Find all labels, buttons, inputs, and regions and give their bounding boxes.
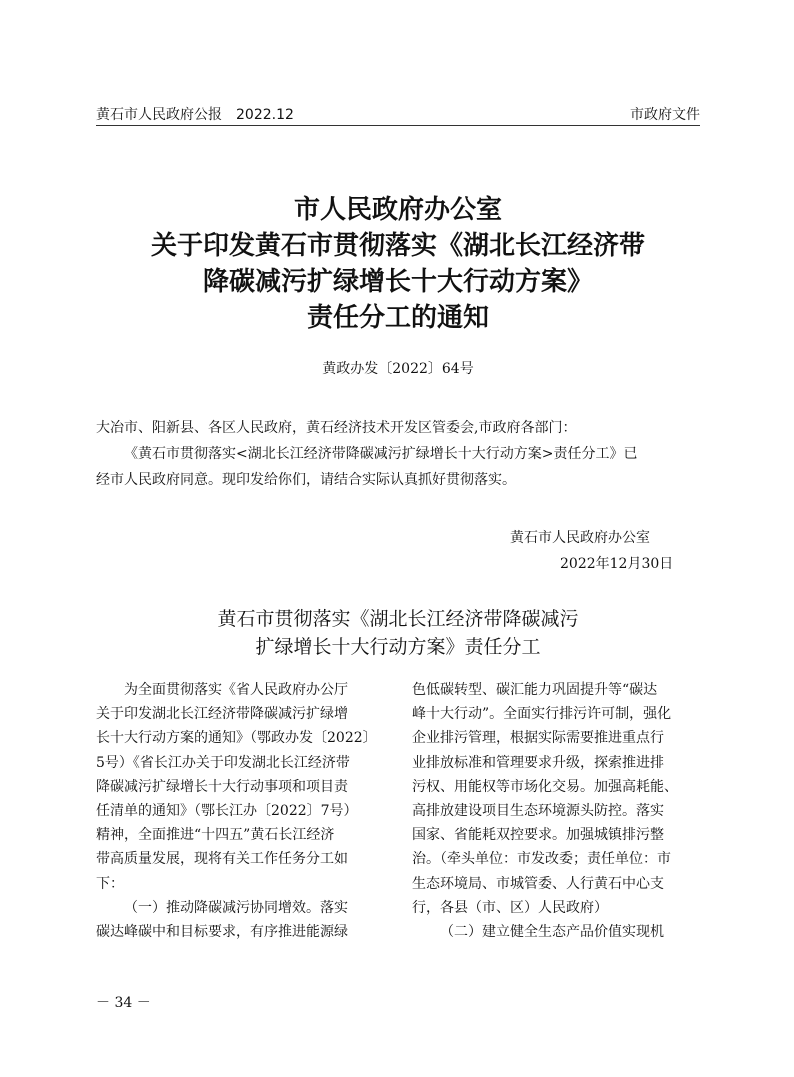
right-line: 国家、省能耗双控要求。加强城镇排污整 [412,827,664,844]
right-line: 企业排污管理，根据实际需要推进重点行 [412,730,664,747]
title-line-4: 责任分工的通知 [306,303,489,333]
addressee: 大冶市、阳新县、各区人民政府，黄石经济技术开发区管委会,市政府各部门： [96,420,577,436]
title-line-3: 降碳减污扩绿增长十大行动方案》 [202,267,593,297]
left-line: 任清单的通知》（鄂长江办〔2022〕7号） [96,802,358,819]
right-line: 污权、用能权等市场化交易。加强高耗能、 [412,778,678,795]
signature-date: 2022年12月30日 [560,556,674,572]
left-line: 碳达峰碳中和目标要求，有序推进能源绿 [96,923,348,940]
right-line: 业排放标准和管理要求升级，探索推进排 [412,754,664,771]
intro-line-1: 《黄石市贯彻落实<湖北长江经济带降碳减污扩绿增长十大行动方案>责任分工》已 [124,446,638,462]
right-column [412,678,702,944]
left-column [96,678,386,944]
document-number: 黄政办发〔2022〕64号 [322,361,474,377]
title-line-1: 市人民政府办公室 [293,195,502,225]
right-line: 治。（牵头单位：市发改委；责任单位：市 [412,851,671,868]
left-line: （一）推动降碳减污协同增效。落实 [124,899,348,916]
header-rule [96,125,700,126]
left-line: 下： [96,875,124,892]
right-line: 高排放建设项目生态环境源头防控。落实 [412,802,664,819]
left-line: 关于印发湖北长江经济带降碳减污扩绿增 [96,706,348,723]
right-line: 色低碳转型、碳汇能力巩固提升等“碳达 [412,682,658,698]
left-line: 长十大行动方案的通知》（鄂政办发〔2022〕 [96,730,377,747]
page-number: － 34 － [96,995,151,1011]
right-line: 行，各县（市、区）人民政府） [412,899,608,916]
intro-line-2: 经市人民政府同意。现印发给你们，请结合实际认真抓好贯彻落实。 [96,472,516,488]
title-line-2: 关于印发黄石市贯彻落实《湖北长江经济带 [150,231,645,261]
left-line: 为全面贯彻落实《省人民政府办公厅 [124,682,348,698]
header-section: 市政府文件 [630,107,700,123]
subtitle-line-1: 黄石市贯彻落实《湖北长江经济带降碳减污 [217,608,579,630]
header-publication: 黄石市人民政府公报 2022.12 [96,107,294,123]
left-line: 5号）《省长江办关于印发湖北长江经济带 [96,754,350,771]
right-line: （二）建立健全生态产品价值实现机 [440,923,664,940]
signature-org: 黄石市人民政府办公室 [510,530,650,546]
left-line: 降碳减污扩绿增长十大行动事项和项目责 [96,778,348,795]
subtitle-line-2: 扩绿增长十大行动方案》责任分工 [255,636,541,658]
right-line: 峰十大行动”。全面实行排污许可制，强化 [412,706,672,723]
right-line: 生态环境局、市城管委、人行黄石中心支 [412,875,664,892]
left-line: 带高质量发展，现将有关工作任务分工如 [96,851,348,868]
left-line: 精神，全面推进“十四五”黄石长江经济 [96,827,335,844]
